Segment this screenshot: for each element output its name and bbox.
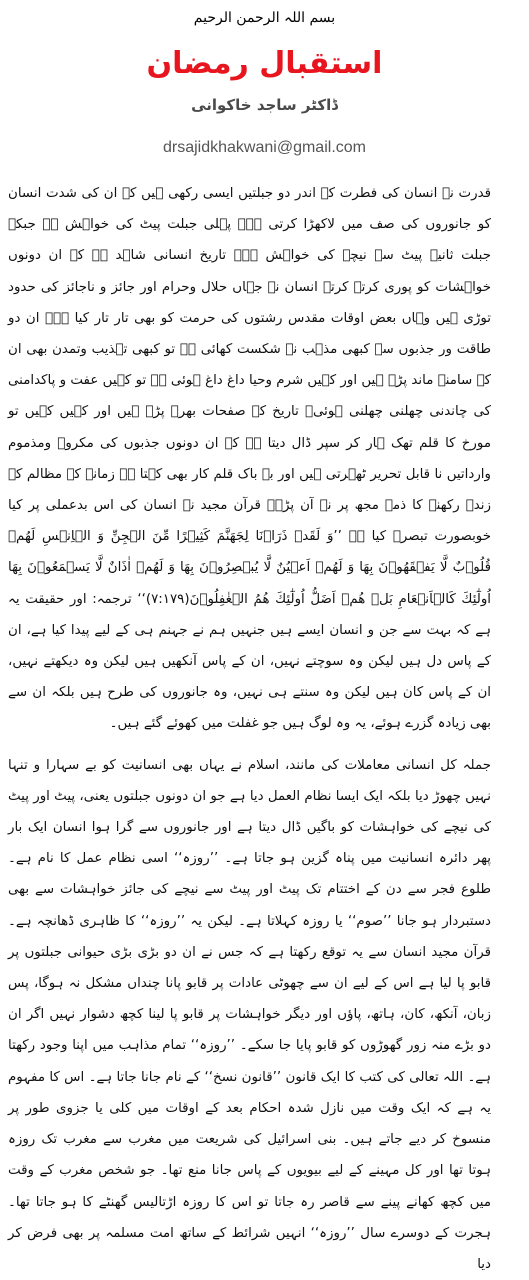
bismillah-heading: بسم اللہ الرحمن الرحیم (193, 10, 336, 26)
author-name: ڈاکٹر ساجد خاکوانی (191, 96, 338, 114)
article-body (8, 178, 521, 1280)
paragraph-2: جملہ کل انسانی معاملات کی مانند، اسلام نے یہاں بھی انسانیت کو بے سہارا و تنہا نہیں چھوڑ دیا بلکہ ایک ایسا نظام العمل دیا ہے جو ان دونوں جبلتوں یعنی، پیٹ اور پیٹ کی نیچے کی خواہشات کو باگیں ڈال دیتا ہے اور جانوروں سے گرا ہوا انسان ایک بار پھر دائرہ انسانیت میں پناہ گزین ہو جاتا ہے۔ ’’روزہ‘‘ اسی نظام عمل کا نام ہے۔ طلوع فجر سے دن کے اختتام تک پیٹ اور پیٹ سے نیچے کی جائز خواہشات سے بھی دستبردار ہو جانا ’’صوم‘‘ یا روزہ کہلاتا ہے۔ لیکن یہ ’’روزہ‘‘ کا ظاہری ڈھانچہ ہے۔ قرآن مجید انسان سے یہ توقع رکھتا ہے کہ جس نے ان دو بڑی بڑی حیوانی جبلتوں پر قابو پا لیا ہے اس کے لیے ان سے چھوٹی عادات پر قابو پانا چنداں مشکل نہ ہوگا، پس زبان، آنکھ، کان، ہاتھ، پاؤں اور دیگر خواہشات پر قابو پا لینا کچھ دشوار نہیں اگر ان دو بڑے منہ زور گھوڑوں کو قابو پایا جا سکے۔ ’’روزہ‘‘ تمام مذاہب میں اپنا وجود رکھتا ہے۔ اللہ تعالی کی کتب کا ایک قانون ’’قانون نسخ‘‘ کے نام جانا جاتا ہے۔ اس کا مفہوم یہ ہے کہ ایک وقت میں نازل شدہ احکام بعد کے اوقات میں کلی یا جزوی طور پر منسوخ کر دیے جاتے ہیں۔ بنی اسرائیل کی شریعت میں مغرب سے مغرب تک روزہ ہوتا تھا اور کل مہینے کے لیے بیویوں کے پاس جانا منع تھا۔ جو شخص مغرب کے وقت میں کچھ کھانے پینے سے قاصر رہ جاتا تو اس کا روزہ اڑتالیس گھنٹے کا ہو جاتا تھا۔ ہجرت کے دوسرے سال ’’روزہ‘‘ انہیں شرائط کے ساتھ امت مسلمہ پر بھی فرض کر دیا (8, 757, 491, 1272)
author-email: drsajidkhakwani@gmail.com (163, 139, 366, 156)
article-title: استقبال رمضان (146, 46, 383, 81)
paragraph-1: قدرت نے انسان کی فطرت کے اندر دو جبلتیں ایسی رکھی ہیں کہ ان کی شدت انسان کو جانوروں کی صف میں لاکھڑا کرتی ہے۔ پہلی جبلت پیٹ کی خواہش ہے جبکہ جبلت ثانیہ پیٹ سے نیچے کی خواہش ہے۔ تاریخ انسانی شاہد ہے کہ ان دونوں خواہشات کو پوری کرتے کرتے انسان نے جہاں حلال وحرام اور جائز و ناجائز کی حدود توڑی ہیں وہاں بعض اوقات مقدس رشتوں کی حرمت کو بھی تار تار کیا ہے۔ ان دو طاقت ور جذبوں سے کبھی مذہب نے شکست کھائی ہے تو کبھی تہذیب وتمدن بھی ان کے سامنے ماند پڑے ہیں اور کہیں شرم وحیا داغ داغ ہوئی ہے تو کہیں عفت و پاکدامنی کی چاندنی چھلنی چھلنی ہوئی۔ تاریخ کے صفحات بھرے پڑے ہیں اور کہیں کہیں تو مورخ کا قلم تھک ہار کر سپر ڈال دیتا ہے کہ ان دونوں جذبوں کی مکروہ ومذموم وارداتیں نا قابل تحریر ٹھہرتی ہیں اور بے باک قلم کار بھی کہتا ہے زمانے کے مظالم کے زندہ رکھنے کا ذمہ مجھ پر نہ آن پڑے۔ قرآن مجید نے انسان کی اس بدعملی پر کیا خوبصورت تبصرہ کیا ہے ’’وَ لَقَدۡ ذَرَاۡنَا لِجَهَنَّمَ كَثِیۡرًا مِّنَ الۡجِنِّ وَ الۡاِنۡسِ لَهُمۡ قُلُوۡبٌ لَّا یَفۡقَهُوۡنَ بِهَا وَ لَهُمۡ اَعۡیُنٌ لَّا یُبۡصِرُوۡنَ بِهَا وَ لَهُمۡ اٰذَانٌ لَّا یَسۡمَعُوۡنَ بِهَا اُولٰٓئِكَ كَالۡاَنۡعَامِ بَلۡ هُمۡ اَضَلُّ اُولٰٓئِكَ هُمُ الۡغٰفِلُوۡنَ(۷:۱۷۹)‘‘ ترجمہ: اور حقیقت یہ ہے کہ بہت سے جن و انسان ایسے ہیں جنہیں ہم نے جہنم ہی کے لیے پیدا کیا ہے، ان کے پاس دل ہیں لیکن وہ سوچتے نہیں، ان کے پاس آنکھیں ہیں لیکن وہ دیکھتے نہیں، ان کے پاس کان ہیں لیکن وہ سنتے ہی نہیں، وہ جانوروں کی طرح ہیں بلکہ ان سے بھی زیادہ گزرے ہوئے، یہ وہ لوگ ہیں جو غفلت میں کھوئے گئے ہیں۔ (8, 186, 492, 732)
